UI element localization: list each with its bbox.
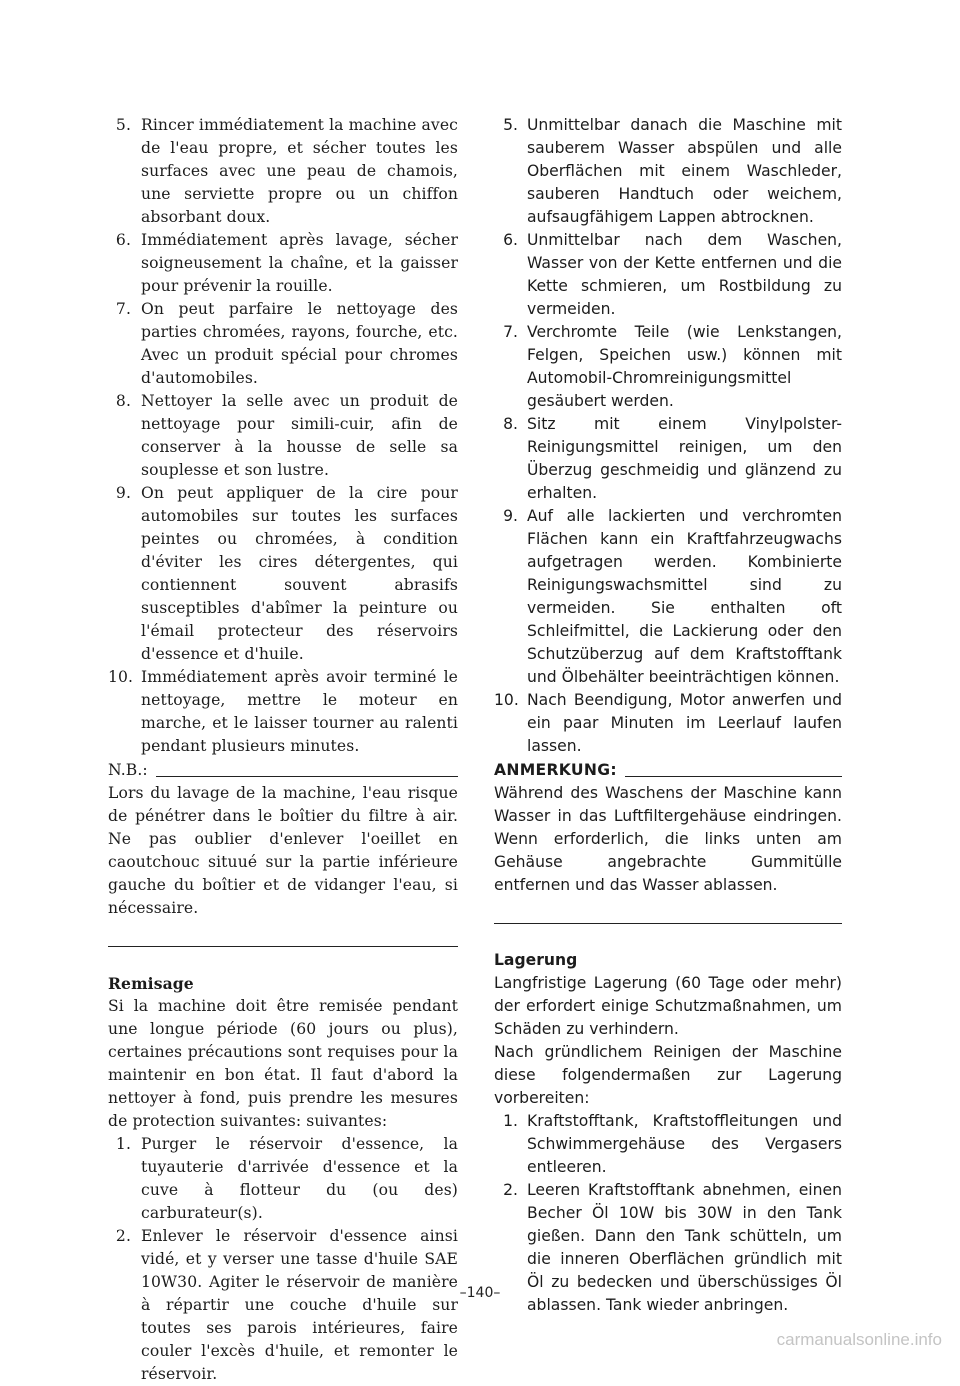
item-number: 10.	[494, 691, 519, 709]
storage-title: Remisage	[108, 974, 194, 993]
note-title: ANMERKUNG:	[494, 761, 617, 779]
item-number: 2.	[503, 1181, 518, 1199]
item-text: Unmittelbar nach dem Waschen, Wasser von der Kette entfernen und die Kette schmieren, um Rostbildung zu vermeiden.	[527, 231, 842, 318]
list-item	[108, 229, 458, 298]
item-text: Immédiatement après avoir terminé le nettoyage, mettre le moteur en marche, et le laisser tourner au ralenti pendant plusieurs minutes.	[141, 668, 458, 755]
list-item	[494, 1110, 842, 1179]
item-text: Nettoyer la selle avec un produit de nettoyage pour simili-cuir, afin de conserver à la housse de selle sa souplesse et son lustre.	[141, 392, 458, 479]
item-number: 5.	[115, 116, 131, 134]
note-text: Lors du lavage de la machine, l'eau risque de pénétrer dans le boîtier du filtre à air. Ne pas oublier d'enlever l'oeillet en caoutchouc situué sur la partie inférieure gauche du boîtier et de vidanger l'eau, si nécessaire.	[108, 784, 458, 917]
item-text: Unmittelbar danach die Maschine mit sauberem Wasser abspülen und alle Oberflächen mit einem Waschleder, sauberen Handtuch oder weichem, aufsaugfähigem Lappen abtrocknen.	[527, 116, 842, 226]
item-text: Kraftstofftank, Kraftstoffleitungen und Schwimmergehäuse des Vergasers entleeren.	[527, 1112, 842, 1176]
list-item	[108, 1133, 458, 1225]
section-divider	[494, 923, 842, 924]
list-item	[494, 505, 842, 689]
note-heading	[494, 759, 842, 782]
item-number: 1.	[503, 1112, 518, 1130]
item-text: Verchromte Teile (wie Lenkstangen, Felgen, Speichen usw.) können mit Automobil-Chromreinigungsmittel gesäubert werden.	[527, 323, 842, 410]
storage-title: Lagerung	[494, 951, 578, 969]
item-text: Sitz mit einem Vinylpolster-Reinigungsmittel reinigen, um den Überzug geschmeidig und glänzend zu erhalten.	[527, 415, 842, 502]
list-item	[108, 666, 458, 758]
item-number: 10.	[108, 668, 134, 686]
item-text: Purger le réservoir d'essence, la tuyauterie d'arrivée d'essence et la cuve à flotteur du (ou des) carburateur(s).	[141, 1135, 458, 1222]
section-divider	[108, 946, 458, 947]
item-number: 7.	[115, 300, 131, 318]
note-rule	[156, 776, 458, 777]
item-number: 6.	[115, 231, 131, 249]
french-cleaning-list	[108, 114, 458, 758]
item-text: Nach Beendigung, Motor anwerfen und ein paar Minuten im Leerlauf laufen lassen.	[527, 691, 842, 755]
storage-intro-2: Nach gründlichem Reinigen der Maschine diese folgendermaßen zur Lagerung vorbereiten:	[494, 1043, 842, 1107]
list-item	[108, 298, 458, 390]
item-text: Rincer immédiatement la machine avec de l'eau propre, et sécher toutes les surfaces avec une peau de chamois, une serviette propre ou un chiffon absorbant doux.	[141, 116, 458, 226]
item-number: 1.	[115, 1135, 131, 1153]
page-number: –140–	[459, 1285, 501, 1301]
list-item	[494, 321, 842, 413]
list-item	[494, 114, 842, 229]
storage-intro: Langfristige Lagerung (60 Tage oder mehr) der erfordert einige Schutzmaßnahmen, um Schäden zu verhindern.	[494, 974, 842, 1038]
list-item	[494, 229, 842, 321]
german-column	[494, 114, 842, 1317]
item-number: 6.	[503, 231, 518, 249]
item-text: Leeren Kraftstofftank abnehmen, einen Becher Öl 10W bis 30W in den Tank gießen. Dann den Tank schütteln, um die inneren Oberflächen gründlich mit Öl zu bedecken und überschüssiges Öl ablassen. Tank wieder anbringen.	[527, 1181, 842, 1314]
list-item	[108, 390, 458, 482]
list-item	[494, 689, 842, 758]
list-item	[108, 482, 458, 666]
note-rule	[625, 776, 842, 777]
french-column	[108, 114, 458, 1386]
item-text: Auf alle lackierten und verchromten Flächen kann ein Kraftfahrzeugwachs aufgetragen werden. Kombinierte Reinigungswachsmittel sind zu vermeiden. Sie enthalten oft Schleifmittel, die Lackierung oder den Schutzüberzug auf dem Kraftstofftank und Ölbehälter beeinträchtigen können.	[527, 507, 842, 686]
item-number: 5.	[503, 116, 518, 134]
list-item	[108, 114, 458, 229]
item-text: On peut parfaire le nettoyage des parties chromées, rayons, fourche, etc. Avec un produit spécial pour chromes d'automobiles.	[141, 300, 458, 387]
item-number: 8.	[115, 392, 131, 410]
french-storage-list	[108, 1133, 458, 1386]
storage-intro: Si la machine doit être remisée pendant une longue période (60 jours ou plus), certaines précautions sont requises pour la maintenir en bon état. Il faut d'abord la nettoyer à fond, puis prendre les mesures de protection suivantes: suivantes:	[108, 997, 458, 1130]
note-heading	[108, 759, 458, 782]
list-item	[494, 413, 842, 505]
item-number: 9.	[115, 484, 131, 502]
item-number: 9.	[503, 507, 518, 525]
item-text: On peut appliquer de la cire pour automobiles sur toutes les surfaces peintes ou chromées, à condition d'éviter les cires détergentes, qui contiennent souvent abrasifs susceptibles d'abîmer la peinture ou l'émail protecteur des réservoirs d'essence et d'huile.	[141, 484, 458, 663]
item-number: 7.	[503, 323, 518, 341]
note-text: Während des Waschens der Maschine kann Wasser in das Luftfiltergehäuse eindringen. Wenn erforderlich, die links unten am Gehäuse angebrachte Gummitülle entfernen und das Wasser ablassen.	[494, 784, 842, 894]
list-item	[108, 1225, 458, 1386]
item-text: Enlever le réservoir d'essence ainsi vidé, et y verser une tasse d'huile SAE 10W30. Agiter le réservoir de manière à répartir une couche d'huile sur toutes ses parois intérieures, faire couler l'excès d'huile, et remonter le réservoir.	[141, 1227, 458, 1383]
item-text: Immédiatement après lavage, sécher soigneusement la chaîne, et la gaisser pour prévenir la rouille.	[141, 231, 458, 295]
note-title: N.B.:	[108, 761, 148, 779]
item-number: 2.	[115, 1227, 131, 1245]
german-cleaning-list	[494, 114, 842, 758]
item-number: 8.	[503, 415, 518, 433]
watermark: carmanualsonline.info	[776, 1330, 942, 1349]
